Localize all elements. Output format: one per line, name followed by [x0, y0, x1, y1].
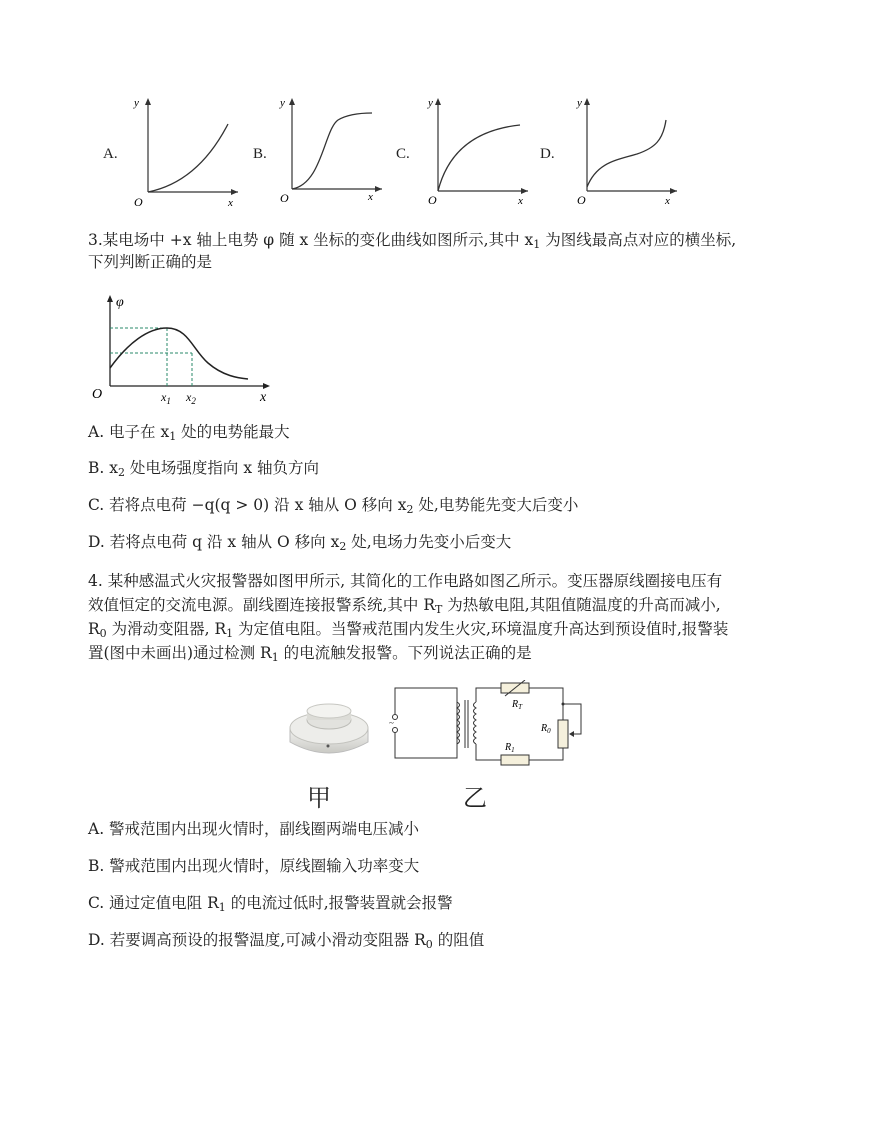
graph-d-origin: O	[577, 193, 586, 207]
graph-d-x-label: x	[665, 195, 670, 207]
q4-stem-line2: 效值恒定的交流电源。副线圈连接报警系统,其中 $R_T$ 为热敏电阻,其阻值随温度的升高而减小,	[88, 596, 721, 616]
graph-option-d	[567, 92, 682, 212]
graph-option-c	[418, 92, 533, 212]
q3-graph-phi-label: φ	[116, 295, 124, 310]
graph-a-origin: O	[134, 195, 143, 209]
q3-option-c: C. 若将点电荷 −q(q > 0) 沿 x 轴从 O 移向 $x_2$ 处,电势能先变大后变小	[88, 496, 579, 516]
graph-b-x-label: x	[368, 191, 373, 203]
q3-potential-graph	[88, 288, 278, 410]
graph-b-origin: O	[280, 191, 289, 205]
q4-stem-line4: 置(图中未画出)通过检测 $R_1$ 的电流触发报警。下列说法正确的是	[88, 644, 532, 664]
graph-option-a-label: A.	[103, 146, 118, 162]
figure-caption-yi: 乙	[463, 784, 487, 812]
graph-a-y-label: y	[134, 97, 139, 109]
graph-a-x-label: x	[228, 197, 233, 209]
fire-detector-image	[284, 690, 374, 770]
q3-option-b: B. $x_2$ 处电场强度指向 x 轴负方向	[88, 459, 320, 479]
q4-option-c: C. 通过定值电阻 $R_1$ 的电流过低时,报警装置就会报警	[88, 894, 453, 914]
graph-option-c-label: C.	[396, 146, 410, 162]
q3-stem-line2: 下列判断正确的是	[88, 253, 213, 271]
q4-stem-line1: 4. 某种感温式火灾报警器如图甲所示, 其简化的工作电路如图乙所示。变压器原线圈接电压有	[88, 572, 723, 590]
q3-option-a: A. 电子在 $x_1$ 处的电势能最大	[88, 423, 290, 443]
q3-graph-x1-label: $x_1$	[161, 390, 171, 406]
q3-graph-x-label: x	[260, 390, 267, 405]
q3-stem-line1: 3.某电场中 +x 轴上电势 φ 随 x 坐标的变化曲线如图所示,其中 $x_1$ 为图线最高点对应的横坐标,	[88, 231, 737, 251]
circuit-diagram	[385, 680, 585, 780]
graph-d-y-label: y	[577, 97, 582, 109]
q4-option-d: D. 若要调高预设的报警温度,可减小滑动变阻器 $R_0$ 的阻值	[88, 931, 485, 951]
graph-c-x-label: x	[518, 195, 523, 207]
q4-stem-line3: $R_0$ 为滑动变阻器, $R_1$ 为定值电阻。当警戒范围内发生火灾,环境温度升高达到预设值时,报警装	[88, 620, 729, 640]
q4-option-b: B. 警戒范围内出现火情时，原线圈输入功率变大	[88, 857, 420, 875]
rt-label: $R_T$	[512, 699, 523, 711]
graph-option-b	[272, 92, 387, 212]
graph-option-d-label: D.	[540, 146, 555, 162]
q3-option-d: D. 若将点电荷 q 沿 x 轴从 O 移向 $x_2$ 处,电场力先变小后变大	[88, 533, 512, 553]
q3-graph-origin: O	[92, 387, 103, 402]
graph-b-y-label: y	[280, 97, 285, 109]
r1-label: $R_1$	[505, 742, 515, 754]
svg-text:~: ~	[389, 718, 394, 728]
graph-option-a	[128, 92, 243, 212]
q4-option-a: A. 警戒范围内出现火情时，副线圈两端电压减小	[88, 820, 420, 838]
graph-c-origin: O	[428, 193, 437, 207]
q3-graph-x2-label: $x_2$	[186, 390, 196, 406]
graph-option-b-label: B.	[253, 146, 267, 162]
r0-label: $R_0$	[541, 723, 551, 735]
figure-caption-jia: 甲	[307, 784, 331, 812]
graph-c-y-label: y	[428, 97, 433, 109]
